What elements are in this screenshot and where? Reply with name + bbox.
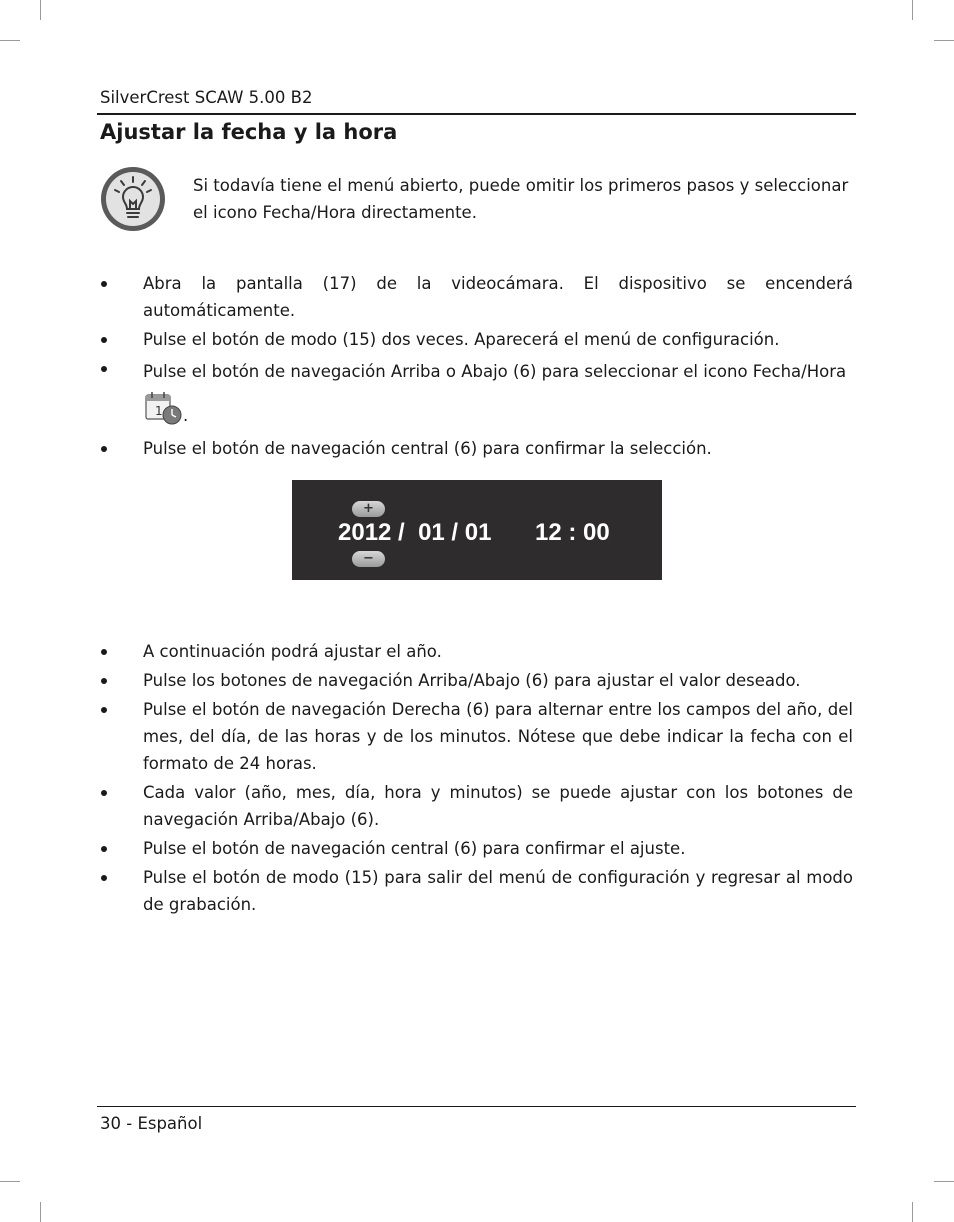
tip-text: Si todavía tiene el menú abierto, puede omitir los primeros pasos y seleccionar el icono Fecha/Hora directamente.: [193, 176, 849, 222]
list-item-text: Pulse el botón de modo (15) dos veces. Aparecerá el menú de configuración.: [143, 330, 780, 349]
crop-mark: [0, 1181, 20, 1182]
footer-divider: [97, 1106, 856, 1107]
list-item: Pulse el botón de modo (15) para salir del menú de configuración y regresar al modo de grabación.: [97, 864, 853, 918]
list-item-text: Pulse el botón de navegación central (6) para confirmar la selección.: [143, 439, 712, 458]
increment-indicator: +: [352, 501, 385, 517]
display-time: 12 : 00: [535, 519, 610, 546]
section-title: Ajustar la fecha y la hora: [100, 120, 398, 144]
header-divider: [97, 113, 856, 115]
list-item: [97, 326, 853, 353]
list-item: Pulse el botón de navegación central (6) para confirmar el ajuste.: [97, 835, 853, 862]
list-item: A continuación podrá ajustar el año.: [97, 638, 853, 665]
running-header: SilverCrest SCAW 5.00 B2: [100, 88, 313, 107]
list-item: [97, 435, 853, 462]
list-item-suffix: .: [183, 406, 189, 425]
svg-text:1: 1: [155, 404, 163, 418]
crop-mark: [934, 1181, 954, 1182]
crop-mark: [0, 40, 20, 41]
page-number: 30 - Español: [100, 1114, 203, 1133]
list-item-text: Pulse el botón de navegación Arriba o Abajo (6) para seleccionar el icono Fecha/Hora: [143, 362, 847, 381]
display-date: 2012 / 01 / 01: [338, 519, 492, 546]
crop-mark: [40, 1202, 41, 1222]
crop-mark: [40, 0, 41, 20]
list-item: Cada valor (año, mes, día, hora y minutos) se puede ajustar con los botones de navegación Arriba/Abajo (6).: [97, 779, 853, 833]
steps-list: [97, 270, 853, 464]
list-item: [97, 355, 853, 433]
crop-mark: [912, 0, 913, 20]
calendar-clock-icon: [143, 389, 183, 425]
camera-display-screen: [292, 480, 662, 580]
list-item: Pulse los botones de navegación Arriba/Abajo (6) para ajustar el valor deseado.: [97, 667, 853, 694]
list-item: Pulse el botón de navegación Derecha (6) para alternar entre los campos del año, del mes, del día, de las horas y de los minutos. Nótese que debe indicar la fecha con el formato de 24 horas.: [97, 696, 853, 777]
steps-list: [97, 638, 853, 920]
lightbulb-icon: [99, 165, 167, 233]
decrement-indicator: −: [352, 551, 385, 567]
crop-mark: [912, 1202, 913, 1222]
list-item: Abra la pantalla (17) de la videocámara. El dispositivo se encenderá automáticamente.: [97, 270, 853, 324]
crop-mark: [934, 40, 954, 41]
